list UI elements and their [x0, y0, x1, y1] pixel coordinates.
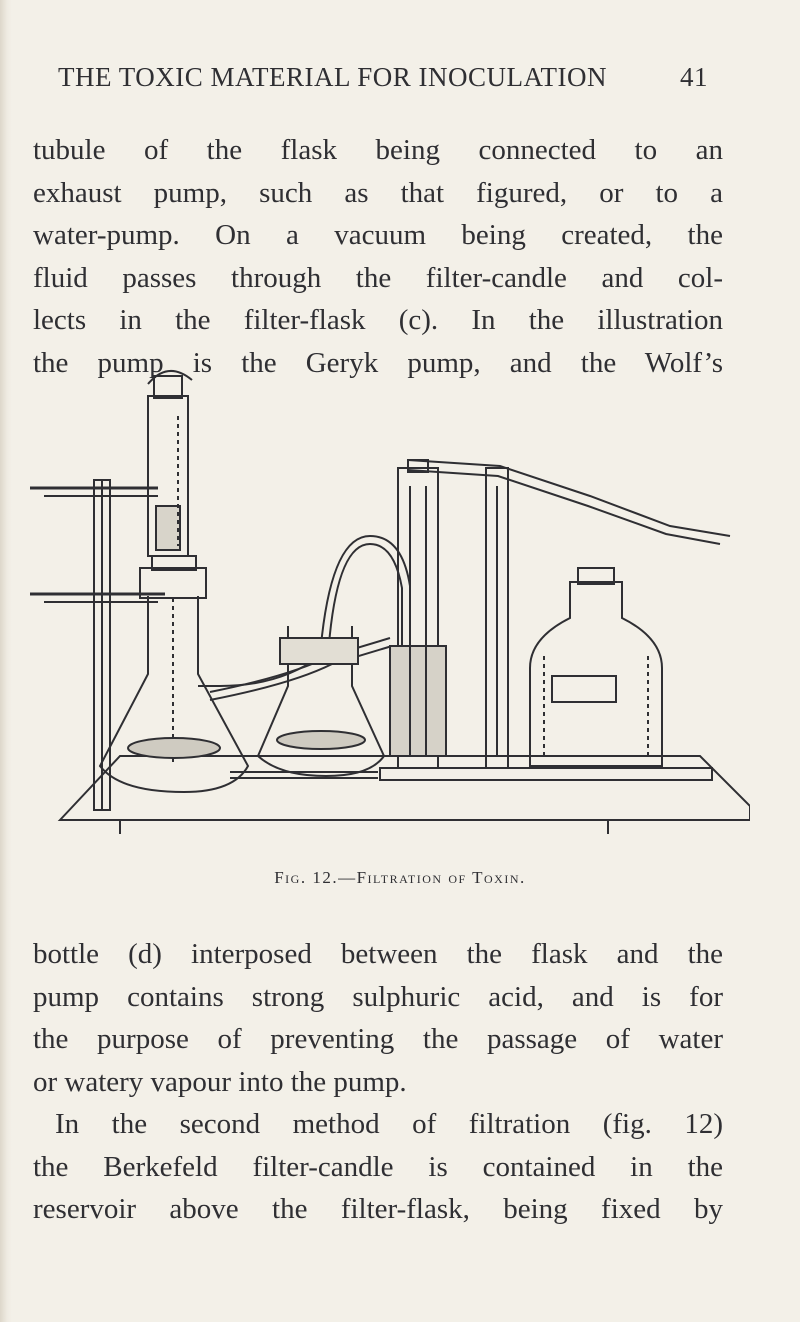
running-head: [58, 62, 708, 93]
paragraph-line: bottle (d) interposed between the flask and the: [33, 938, 723, 970]
filtration-apparatus-illustration: [30, 356, 750, 856]
paragraph-line: the purpose of preventing the passage of water: [33, 1023, 723, 1055]
paragraph-line: lects in the filter-flask (c). In the illustration: [33, 304, 723, 336]
paragraph-line: the Berkefeld filter-candle is contained in the: [33, 1150, 723, 1183]
paragraph-2: [33, 933, 723, 1231]
wolfs-bottle: [530, 568, 662, 766]
paragraph-line: or watery vapour into the pump.: [33, 1065, 407, 1098]
paragraph-line: In the second method of filtration (fig. 12): [55, 1108, 723, 1140]
paragraph-line: fluid passes through the filter-candle and col-: [33, 261, 723, 294]
page-number: 41: [680, 62, 708, 92]
paragraph-line: reservoir above the filter-flask, being fixed by: [33, 1193, 723, 1225]
paragraph-line: water-pump. On a vacuum being created, the: [33, 219, 723, 251]
paragraph-line: the pump is the Geryk pump, and the Wolf’s: [33, 346, 723, 379]
paragraph-line: pump contains strong sulphuric acid, and is for: [33, 980, 723, 1013]
paragraph-line: exhaust pump, such as that figured, or to a: [33, 176, 723, 209]
paragraph-line: tubule of the flask being connected to an: [33, 134, 723, 166]
figure-caption: Fig. 12.—Filtration of Toxin.: [274, 868, 526, 887]
geryk-pump: [390, 460, 730, 768]
page-edge-shadow: [0, 0, 12, 1322]
retort-stand: [30, 480, 165, 810]
running-head-title: THE TOXIC MATERIAL FOR INOCULATION: [58, 62, 607, 92]
receiving-flask: [258, 626, 384, 776]
filter-reservoir: [148, 371, 192, 556]
rubber-tubing: [210, 536, 410, 700]
paragraph-1: [33, 129, 723, 384]
